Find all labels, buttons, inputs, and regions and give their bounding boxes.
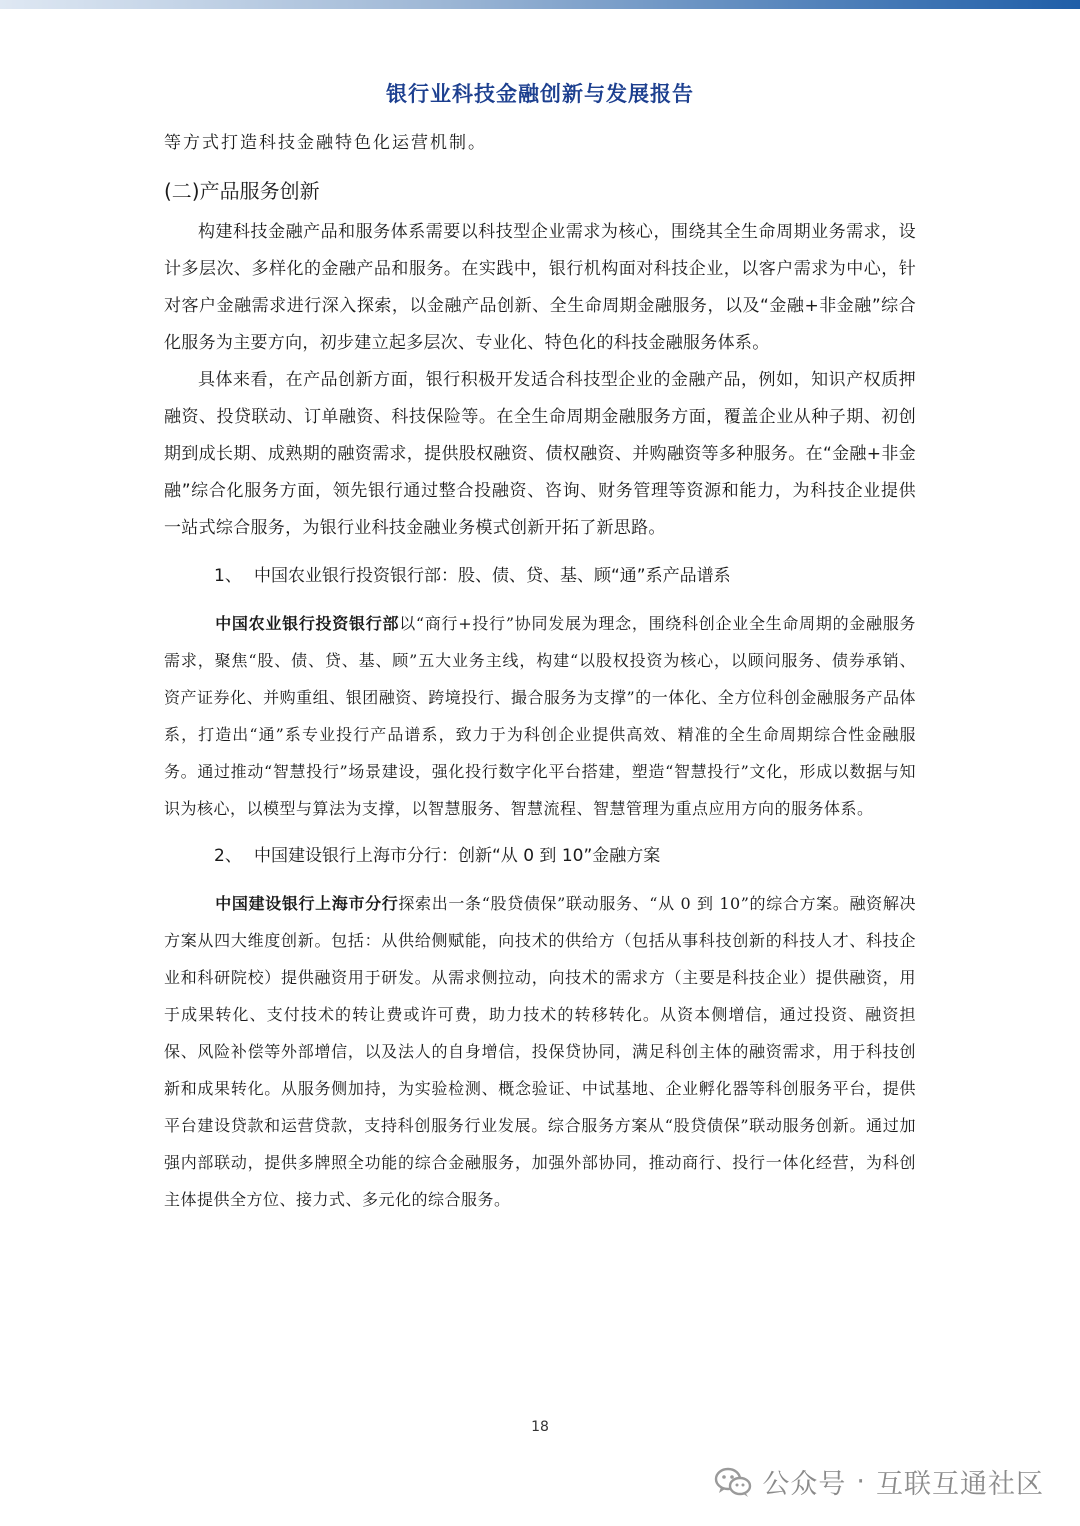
section-heading: (二)产品服务创新 bbox=[164, 179, 320, 203]
case-heading bbox=[164, 841, 916, 871]
watermark-account: 互联互通社区 bbox=[876, 1469, 1044, 1500]
body-paragraph: 具体来看，在产品创新方面，银行积极开发适合科技型企业的金融产品，例如，知识产权质押融资、投贷联动、订单融资、科技保险等。在全生命周期金融服务方面，覆盖企业从种子期、初创期到成长期、成熟期的融资需求，提供股权融资、债权融资、并购融资等多种服务。在“金融+非金融”综合化服务方面，领先银行通过整合投融资、咨询、财务管理等资源和能力，为科技企业提供一站式综合服务，为银行业科技金融业务模式创新开拓了新思路。 bbox=[164, 370, 916, 538]
case-paragraph bbox=[164, 885, 916, 1218]
watermark-separator: · bbox=[856, 1466, 866, 1497]
case-number: 1、 bbox=[214, 566, 242, 586]
case-heading bbox=[164, 561, 916, 591]
header-accent-bar bbox=[0, 0, 1080, 9]
page-content bbox=[164, 128, 916, 1218]
wechat-icon bbox=[714, 1466, 752, 1498]
case-title: 中国建设银行上海市分行：创新“从 0 到 10”金融方案 bbox=[254, 846, 661, 866]
page-number: 18 bbox=[531, 1419, 549, 1435]
case-bank-name: 中国建设银行上海市分行 bbox=[215, 894, 399, 913]
case-title: 中国农业银行投资银行部：股、债、贷、基、顾“通”系产品谱系 bbox=[254, 566, 731, 586]
watermark bbox=[714, 1462, 1044, 1501]
case-bank-name: 中国农业银行投资银行部 bbox=[215, 614, 400, 633]
report-title: 银行业科技金融创新与发展报告 bbox=[386, 82, 694, 106]
case-body: 以“商行+投行”协同发展为理念，围绕科创企业全生命周期的金融服务需求，聚焦“股、债、贷、基、顾”五大业务主线，构建“以股权投资为核心，以顾问服务、债券承销、资产证券化、并购重组、银团融资、跨境投行、撮合服务为支撑”的一体化、全方位科创金融服务产品体系，打造出“通”系专业投行产品谱系，致力于为科创企业提供高效、精准的全生命周期综合性金融服务。通过推动“智慧投行”场景建设，强化投行数字化平台搭建，塑造“智慧投行”文化，形成以数据与知识为核心，以模型与算法为支撑，以智慧服务、智慧流程、智慧管理为重点应用方向的服务体系。 bbox=[164, 614, 916, 818]
case-number: 2、 bbox=[214, 846, 242, 866]
continuation-line: 等方式打造科技金融特色化运营机制。 bbox=[164, 133, 487, 153]
body-paragraph: 构建科技金融产品和服务体系需要以科技型企业需求为核心，围绕其全生命周期业务需求，设计多层次、多样化的金融产品和服务。在实践中，银行机构面对科技企业，以客户需求为中心，针对客户金融需求进行深入探索，以金融产品创新、全生命周期金融服务，以及“金融+非金融”综合化服务为主要方向，初步建立起多层次、专业化、特色化的科技金融服务体系。 bbox=[164, 222, 916, 353]
case-body: 探索出一条“股贷债保”联动服务、“从 0 到 10”的综合方案。融资解决方案从四大维度创新。包括：从供给侧赋能，向技术的供给方（包括从事科技创新的科技人才、科技企业和科研院校）提供融资用于研发。从需求侧拉动，向技术的需求方（主要是科技企业）提供融资，用于成果转化、支付技术的转让费或许可费，助力技术的转移转化。从资本侧增信，通过投资、融资担保、风险补偿等外部增信，以及法人的自身增信，投保贷协同，满足科创主体的融资需求，用于科技创新和成果转化。从服务侧加持，为实验检测、概念验证、中试基地、企业孵化器等科创服务平台，提供平台建设贷款和运营贷款，支持科创服务行业发展。综合服务方案从“股贷债保”联动服务创新。通过加强内部联动，提供多牌照全功能的综合金融服务，加强外部协同，推动商行、投行一体化经营，为科创主体提供全方位、接力式、多元化的综合服务。 bbox=[164, 894, 916, 1209]
case-paragraph bbox=[164, 605, 916, 827]
watermark-prefix: 公众号 bbox=[762, 1469, 847, 1500]
